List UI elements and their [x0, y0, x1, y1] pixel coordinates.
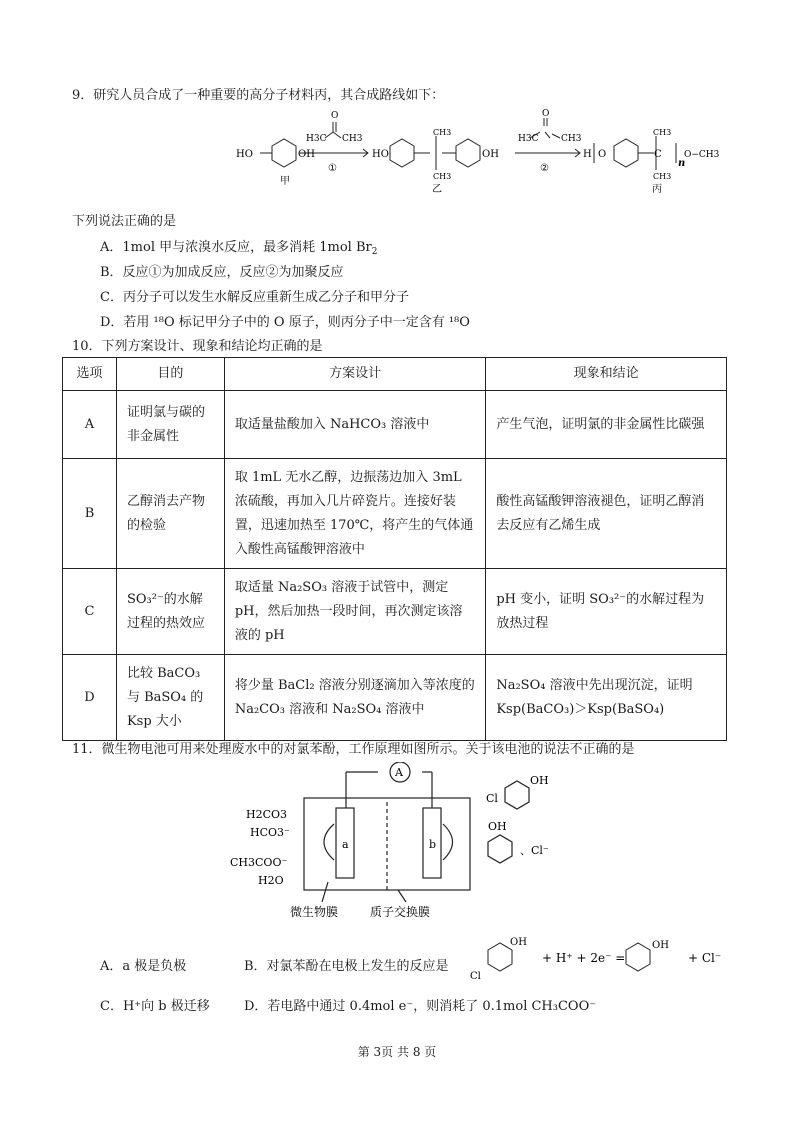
q11-species-h2co3: H2CO3 [246, 808, 288, 821]
q9-option-a: A．1mol 甲与浓溴水反应，最多消耗 1mol $Br_2$ [100, 240, 378, 257]
q10-row-d-design: 将少量 BaCl₂ 溶液分别逐滴加入等浓度的 Na₂CO₃ 溶液和 Na₂SO₄ 溶液中 [224, 655, 486, 741]
q11-electrode-b: b [429, 838, 437, 851]
q11-right-plus: 、Cl⁻ [520, 844, 549, 857]
q9-bing-h: H [583, 149, 592, 160]
q10-row-a-result: 产生气泡，证明氯的非金属性比碳强 [486, 391, 727, 459]
q11-cell-diagram [230, 762, 570, 922]
q11-right-oh: OH [488, 820, 507, 833]
q9-dmc-ch3: CH3 [561, 134, 582, 144]
q10-row-c-option: C [63, 569, 117, 655]
q11-membrane-bio: 微生物膜 [290, 905, 339, 919]
q9-option-b: B．反应①为加成反应，反应②为加聚反应 [100, 265, 344, 280]
q9-dmc-h3c: H3C [518, 134, 539, 144]
q9-yi-ch3-bottom: CH3 [433, 172, 452, 181]
q11-species-hco3: HCO3⁻ [250, 826, 290, 839]
table-row [63, 655, 727, 741]
page-footer: 第 3页 共 8 页 [357, 1045, 437, 1059]
q9-bing-c: C [654, 149, 662, 160]
q10-header-design: 方案设计 [224, 358, 486, 391]
q10-row-c-result: pH 变小，证明 SO₃²⁻的水解过程为放热过程 [486, 569, 727, 655]
q10-row-d-goal: 比较 BaCO₃ 与 BaSO₄ 的 Ksp 大小 [116, 655, 224, 741]
q10-row-b-goal: 乙醇消去产物的检验 [116, 459, 224, 569]
q10-header-row [63, 358, 727, 391]
q10-row-a-option: A [63, 391, 117, 459]
q10-row-d-option: D [63, 655, 117, 741]
q11-eq-oh-right: OH [652, 940, 669, 951]
q9-acetone-ch3: CH3 [342, 134, 363, 144]
q10-row-c-design: 取适量 Na₂SO₃ 溶液于试管中，测定 pH，然后加热一段时间，再次测定该溶液的 pH [224, 569, 486, 655]
q11-species-h2o: H2O [258, 874, 284, 887]
q10-row-b-option: B [63, 459, 117, 569]
q9-synthesis-scheme [120, 108, 680, 198]
table-row [63, 459, 727, 569]
q11-eq-mid: + H⁺ + 2e⁻ = [542, 951, 626, 965]
q11-option-d: D．若电路中通过 0.4mol e⁻，则消耗了 0.1mol CH₃COO⁻ [244, 999, 597, 1014]
q11-right-cl: Cl [486, 792, 498, 805]
q10-row-c-goal: SO₃²⁻的水解过程的热效应 [116, 569, 224, 655]
q9-stem: 9．研究人员合成了一种重要的高分子材料丙，其合成路线如下： [72, 88, 445, 103]
q10-table [62, 357, 727, 741]
q10-row-a-design: 取适量盐酸加入 NaHCO₃ 溶液中 [224, 391, 486, 459]
q10-header-option: 选项 [63, 358, 117, 391]
q10-stem: 10．下列方案设计、现象和结论均正确的是 [72, 339, 323, 354]
q9-jia-ho: HO [236, 149, 253, 160]
q9-yi-label: 乙 [432, 184, 442, 195]
q11-option-b-equation [464, 934, 764, 984]
ammeter-icon: A [395, 766, 403, 779]
q10-row-a-goal: 证明氯与碳的非金属性 [116, 391, 224, 459]
q9-bing-ch3-top: CH3 [653, 128, 672, 137]
q9-acetone-o: O [331, 111, 339, 121]
q11-membrane-proton: 质子交换膜 [370, 905, 431, 919]
q11-option-b: B．对氯苯酚在电极上发生的反应是 [244, 959, 449, 974]
q10-row-b-design: 取 1mL 无水乙醇，边振荡边加入 3mL 浓硫酸，再加入几片碎瓷片。连接好装置，迅速加热至 170℃，将产生的气体通入酸性高锰酸钾溶液中 [224, 459, 486, 569]
q9-bing-label: 丙 [652, 184, 662, 195]
q11-eq-cl-left: Cl [470, 971, 481, 982]
q9-prompt: 下列说法正确的是 [72, 214, 177, 229]
q11-eq-end: + Cl⁻ [688, 951, 722, 965]
q10-row-b-result: 酸性高锰酸钾溶液褪色，证明乙醇消去反应有乙烯生成 [486, 459, 727, 569]
q11-electrode-a: a [342, 838, 349, 851]
q11-option-c: C．H⁺向 b 极迁移 [100, 999, 210, 1014]
q9-acetone-h3c: H3C [306, 134, 327, 144]
q11-right-oh-top: OH [530, 774, 549, 787]
q9-bing-och3: O−CH3 [684, 150, 720, 160]
q9-option-d: D．若用 ¹⁸O 标记甲分子中的 O 原子，则丙分子中一定含有 ¹⁸O [100, 315, 470, 330]
q11-eq-oh-left: OH [510, 937, 527, 948]
q9-yi-ho: HO [372, 149, 389, 160]
table-row [63, 391, 727, 459]
q9-yi-oh: OH [482, 149, 499, 160]
q11-species-ch3coo: CH3COO⁻ [230, 856, 288, 869]
q9-dmc-o: O [542, 109, 550, 119]
q9-bing-ch3-bottom: CH3 [653, 172, 672, 181]
q9-scheme-tail [650, 108, 726, 198]
q10-header-result: 现象和结论 [486, 358, 727, 391]
q9-step2: ② [540, 163, 549, 174]
q11-option-a: A．a 极是负极 [100, 959, 187, 974]
q9-bing-n: n [678, 158, 686, 169]
q10-row-d-result: Na₂SO₄ 溶液中先出现沉淀，证明 Ksp(BaCO₃)＞Ksp(BaSO₄) [486, 655, 727, 741]
q9-bing-o: O [598, 149, 607, 160]
q9-step1: ① [328, 163, 337, 174]
q9-jia-oh: OH [298, 149, 315, 160]
q9-yi-ch3-top: CH3 [433, 128, 452, 137]
q10-header-goal: 目的 [116, 358, 224, 391]
q9-option-c: C．丙分子可以发生水解反应重新生成乙分子和甲分子 [100, 290, 409, 305]
q9-jia-label: 甲 [280, 176, 290, 187]
q11-stem: 11．微生物电池可用来处理废水中的对氯苯酚，工作原理如图所示。关于该电池的说法不正确的是 [72, 742, 635, 757]
table-row [63, 569, 727, 655]
q9-option-a-sub: 2 [371, 247, 378, 257]
